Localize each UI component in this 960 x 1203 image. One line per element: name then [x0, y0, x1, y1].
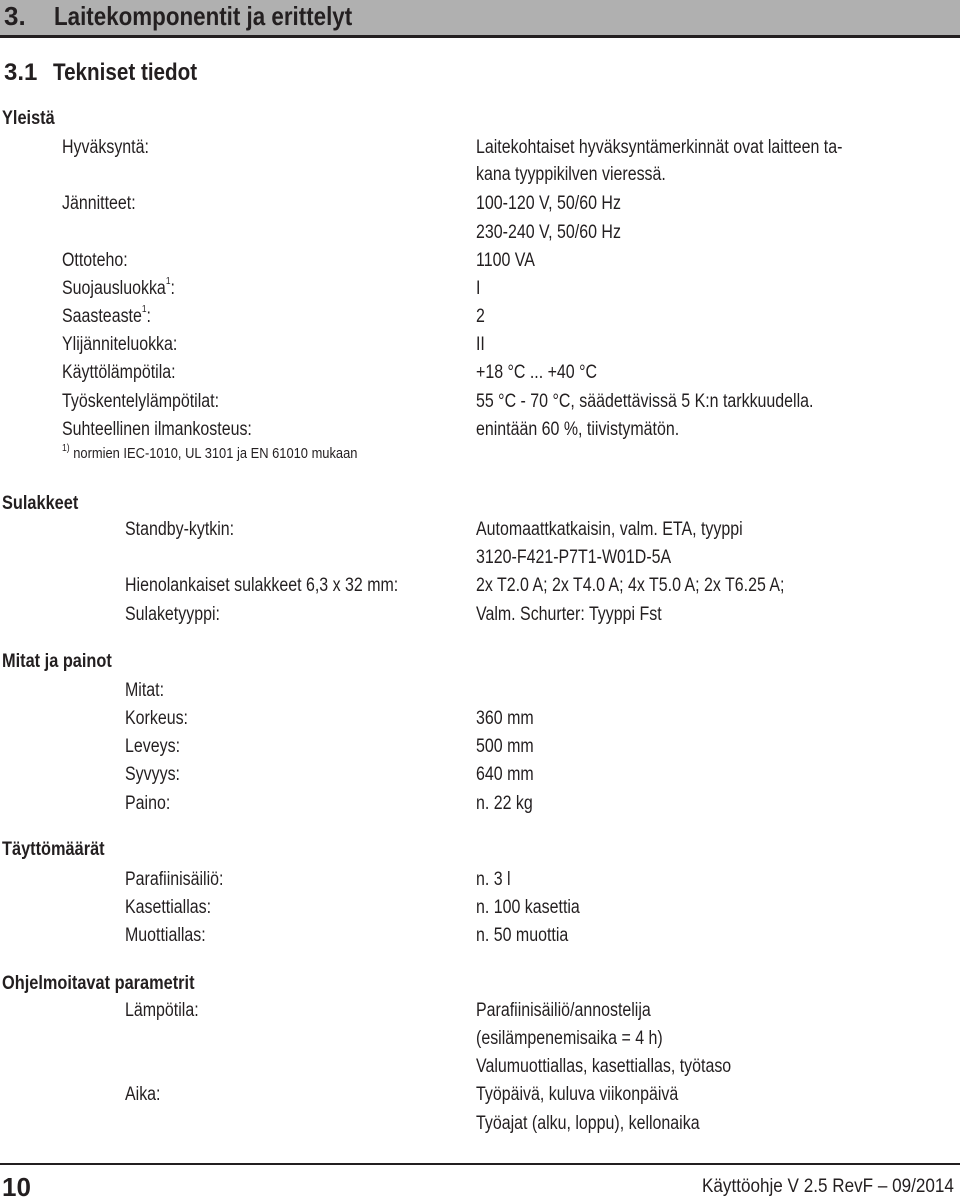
- pollution-degree-value: 2: [476, 306, 485, 327]
- section-number: 3.1: [4, 59, 38, 86]
- pollution-degree-label-text: Saasteaste: [62, 306, 142, 327]
- paraffin-tank-value: n. 3 l: [476, 869, 511, 890]
- general-heading: Yleistä: [2, 108, 55, 129]
- width-value: 500 mm: [476, 736, 534, 757]
- height-value: 360 mm: [476, 708, 534, 729]
- temperature-value-line-2: (esilämpenemisaika = 4 h): [476, 1028, 663, 1049]
- temperature-value-line-3: Valumuottiallas, kasettiallas, työtaso: [476, 1056, 732, 1077]
- paraffin-tank-label: Parafiinisäiliö:: [125, 869, 224, 890]
- standby-switch-value-line-2: 3120-F421-P7T1-W01D-5A: [476, 547, 672, 568]
- voltages-label: Jännitteet:: [62, 193, 136, 214]
- dimensions-heading: Mitat ja painot: [2, 651, 112, 672]
- footer-divider: [0, 1163, 960, 1165]
- temperature-label: Lämpötila:: [125, 1000, 199, 1021]
- working-temperatures-value: 55 °C - 70 °C, säädettävissä 5 K:n tarkkuudella.: [476, 391, 814, 412]
- standby-switch-value-line-1: Automaattkatkaisin, valm. ETA, tyyppi: [476, 519, 743, 540]
- document-info: Käyttöohje V 2.5 RevF – 09/2014: [702, 1176, 954, 1197]
- temperature-value-line-1: Parafiinisäiliö/annostelija: [476, 1000, 651, 1021]
- page-number: 10: [2, 1172, 31, 1202]
- mould-bath-label: Muottiallas:: [125, 925, 206, 946]
- footnote: [62, 445, 357, 462]
- width-label: Leveys:: [125, 736, 181, 757]
- weight-label: Paino:: [125, 793, 171, 814]
- approval-label: Hyväksyntä:: [62, 137, 149, 158]
- time-label: Aika:: [125, 1084, 161, 1105]
- operating-temperature-label: Käyttölämpötila:: [62, 362, 176, 383]
- cassette-bath-value: n. 100 kasettia: [476, 897, 580, 918]
- footnote-mark: 1): [62, 443, 70, 454]
- weight-value: n. 22 kg: [476, 793, 533, 814]
- chapter-number: 3.: [4, 1, 26, 31]
- overvoltage-category-value: II: [476, 334, 485, 355]
- standby-switch-label: Standby-kytkin:: [125, 519, 235, 540]
- pollution-degree-footnote-ref: 1: [141, 304, 147, 315]
- section-title: Tekniset tiedot: [53, 59, 198, 86]
- mould-bath-value: n. 50 muottia: [476, 925, 569, 946]
- time-value-line-2: Työajat (alku, loppu), kellonaika: [476, 1113, 700, 1134]
- time-value-line-1: Työpäivä, kuluva viikonpäivä: [476, 1084, 679, 1105]
- voltages-value-line-1: 100-120 V, 50/60 Hz: [476, 193, 621, 214]
- fine-wire-fuses-value: 2x T2.0 A; 2x T4.0 A; 4x T5.0 A; 2x T6.25 A;: [476, 575, 785, 596]
- power-label: Ottoteho:: [62, 250, 128, 271]
- relative-humidity-label: Suhteellinen ilmankosteus:: [62, 419, 252, 440]
- capacities-heading: Täyttömäärät: [2, 839, 105, 860]
- protection-class-label: Suojausluokka$^1$:: [62, 276, 175, 299]
- depth-label: Syvyys:: [125, 764, 180, 785]
- fuse-type-value: Valm. Schurter: Tyyppi Fst: [476, 604, 662, 625]
- protection-class-value: I: [476, 278, 481, 299]
- approval-value-line-1: Laitekohtaiset hyväksyntämerkinnät ovat laitteen ta-: [476, 137, 843, 158]
- relative-humidity-value: enintään 60 %, tiivistymätön.: [476, 419, 680, 440]
- working-temperatures-label: Työskentelylämpötilat:: [62, 391, 220, 412]
- voltages-value-line-2: 230-240 V, 50/60 Hz: [476, 222, 621, 243]
- fine-wire-fuses-label: Hienolankaiset sulakkeet 6,3 x 32 mm:: [125, 575, 399, 596]
- approval-value-line-2: kana tyyppikilven vieressä.: [476, 164, 666, 185]
- cassette-bath-label: Kasettiallas:: [125, 897, 212, 918]
- overvoltage-category-label: Ylijänniteluokka:: [62, 334, 178, 355]
- fuse-type-label: Sulaketyyppi:: [125, 604, 220, 625]
- operating-temperature-value: +18 °C ... +40 °C: [476, 362, 598, 383]
- chapter-title: Laitekomponentit ja erittelyt: [54, 1, 353, 31]
- fuses-heading: Sulakkeet: [2, 493, 79, 514]
- footnote-text: normien IEC-1010, UL 3101 ja EN 61010 mukaan: [73, 445, 358, 462]
- dimensions-label: Mitat:: [125, 680, 165, 701]
- height-label: Korkeus:: [125, 708, 188, 729]
- depth-value: 640 mm: [476, 764, 534, 785]
- protection-class-footnote-ref: 1: [165, 276, 171, 287]
- protection-class-label-text: Suojausluokka: [62, 278, 166, 299]
- parameters-heading: Ohjelmoitavat parametrit: [2, 973, 195, 994]
- pollution-degree-label: Saasteaste$^1$:: [62, 304, 151, 327]
- power-value: 1100 VA: [476, 250, 535, 271]
